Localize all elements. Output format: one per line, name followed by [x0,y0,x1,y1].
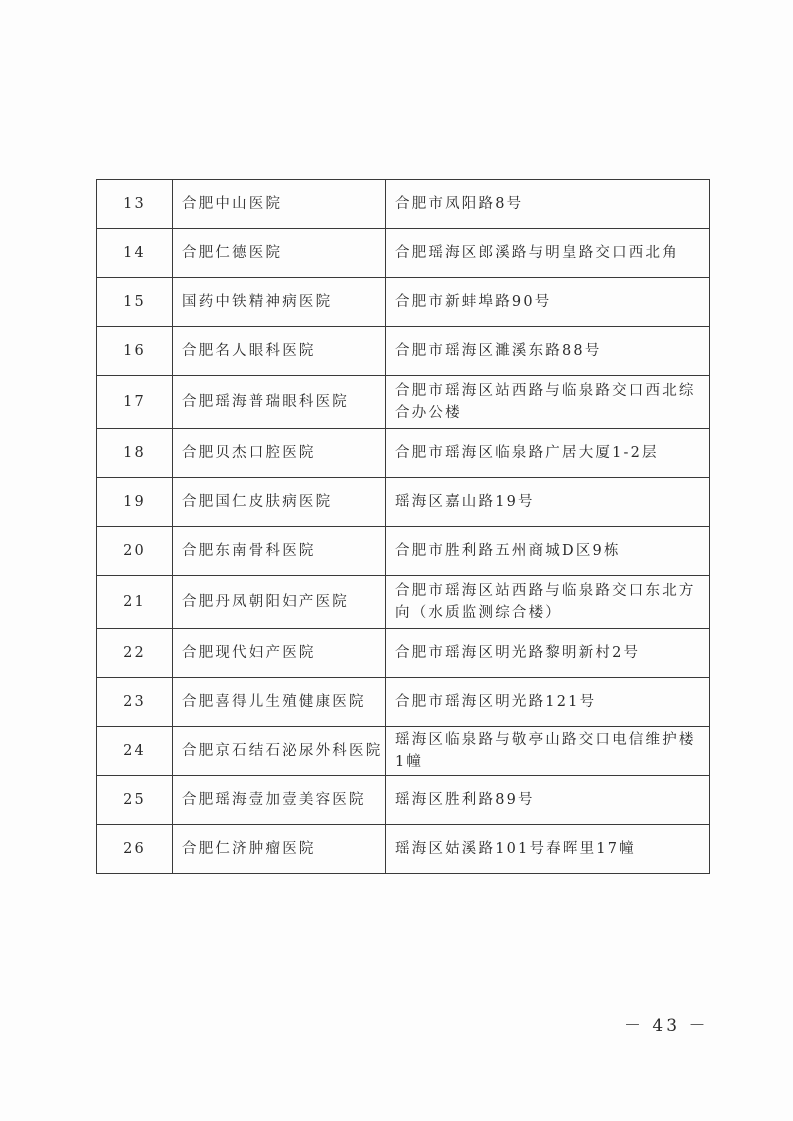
table-row [97,478,710,527]
table-row [97,727,710,776]
table-row [97,278,710,327]
row-number: 19 [97,478,173,527]
table-row [97,527,710,576]
page-number: － 43 － [624,1016,709,1036]
hospital-address: 合肥市胜利路五州商城D区9栋 [386,527,710,576]
row-number: 18 [97,429,173,478]
hospital-address: 瑶海区临泉路与敬亭山路交口电信维护楼1幢 [386,727,710,776]
hospital-address: 合肥市瑶海区明光路121号 [386,678,710,727]
row-number: 22 [97,629,173,678]
table-row [97,825,710,874]
row-number: 21 [97,576,173,629]
hospital-name: 国药中铁精神病医院 [173,278,386,327]
hospital-name: 合肥京石结石泌尿外科医院 [173,727,386,776]
hospital-table [96,179,710,874]
row-number: 15 [97,278,173,327]
table-row [97,376,710,429]
hospital-address: 合肥市瑶海区濉溪东路88号 [386,327,710,376]
row-number: 13 [97,180,173,229]
hospital-address: 合肥市瑶海区站西路与临泉路交口西北综合办公楼 [386,376,710,429]
row-number: 16 [97,327,173,376]
table-row [97,576,710,629]
table-row [97,429,710,478]
table-row [97,180,710,229]
hospital-address: 合肥市新蚌埠路90号 [386,278,710,327]
hospital-name: 合肥仁德医院 [173,229,386,278]
row-number: 26 [97,825,173,874]
hospital-name: 合肥名人眼科医院 [173,327,386,376]
hospital-name: 合肥贝杰口腔医院 [173,429,386,478]
hospital-name: 合肥仁济肿瘤医院 [173,825,386,874]
hospital-address: 瑶海区胜利路89号 [386,776,710,825]
hospital-name: 合肥瑶海壹加壹美容医院 [173,776,386,825]
row-number: 20 [97,527,173,576]
hospital-name: 合肥现代妇产医院 [173,629,386,678]
hospital-address: 合肥市瑶海区明光路黎明新村2号 [386,629,710,678]
hospital-name: 合肥国仁皮肤病医院 [173,478,386,527]
table-row [97,327,710,376]
row-number: 23 [97,678,173,727]
hospital-table-body [97,180,710,874]
hospital-name: 合肥瑶海普瑞眼科医院 [173,376,386,429]
hospital-name: 合肥丹凤朝阳妇产医院 [173,576,386,629]
hospital-address: 瑶海区嘉山路19号 [386,478,710,527]
row-number: 24 [97,727,173,776]
hospital-name: 合肥东南骨科医院 [173,527,386,576]
hospital-name: 合肥中山医院 [173,180,386,229]
table-row [97,776,710,825]
row-number: 14 [97,229,173,278]
row-number: 17 [97,376,173,429]
row-number: 25 [97,776,173,825]
table-row [97,678,710,727]
hospital-address: 合肥市凤阳路8号 [386,180,710,229]
hospital-address: 合肥市瑶海区临泉路广居大厦1-2层 [386,429,710,478]
hospital-address: 合肥瑶海区郎溪路与明皇路交口西北角 [386,229,710,278]
table-row [97,229,710,278]
hospital-name: 合肥喜得儿生殖健康医院 [173,678,386,727]
table-row [97,629,710,678]
hospital-address: 合肥市瑶海区站西路与临泉路交口东北方向（水质监测综合楼） [386,576,710,629]
hospital-address: 瑶海区姑溪路101号春晖里17幢 [386,825,710,874]
